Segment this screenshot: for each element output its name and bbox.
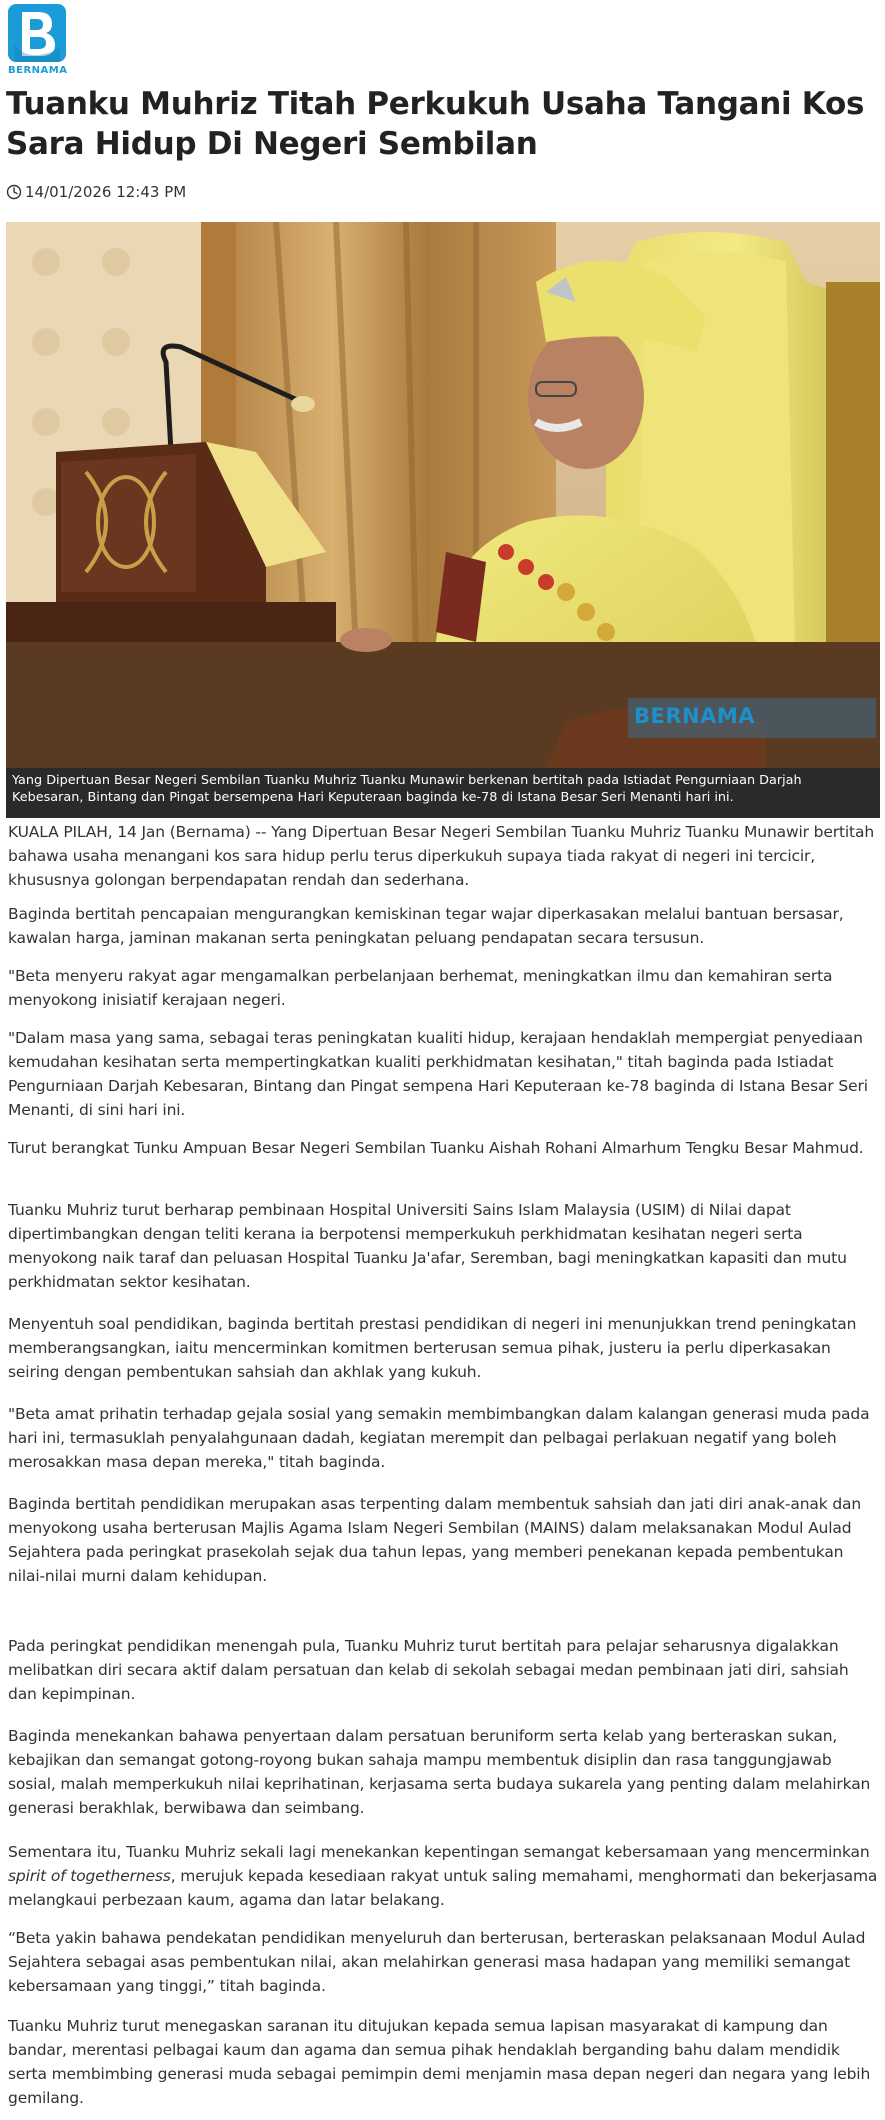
bernama-logo[interactable] (8, 4, 68, 80)
paragraph: Pada peringkat pendidikan menengah pula, Tuanku Muhriz turut bertitah para pelajar seharusnya digalakkan melibatkan diri secara aktif dalam persatuan dan kelab di sekolah sebagai medan pembinaan jati diri, sahsiah dan kepimpinan. (8, 1637, 849, 1703)
logo-label: BERNAMA (8, 65, 68, 76)
paragraph: "Beta menyeru rakyat agar mengamalkan perbelanjaan berhemat, meningkatkan ilmu dan kemahiran serta menyokong inisiatif kerajaan negeri. (8, 967, 833, 1009)
paragraph: "Beta amat prihatin terhadap gejala sosial yang semakin membimbangkan dalam kalangan generasi muda pada hari ini, termasuklah penyalahgunaan dadah, kegiatan merempit dan pelbagai perlakuan negatif yang boleh merosakkan masa depan mereka," titah baginda. (8, 1405, 870, 1471)
watermark-label: BERNAMA (634, 704, 755, 728)
paragraph: Baginda bertitah pendidikan merupakan asas terpenting dalam membentuk sahsiah dan jati diri anak-anak dan menyokong usaha berterusan Majlis Agama Islam Negeri Sembilan (MAINS) dalam melaksanakan Modul Aulad Sejahtera pada peringkat prasekolah sejak dua tahun lepas, yang memberi penekanan kepada pembentukan nilai-nilai murni dalam kehidupan. (8, 1495, 862, 1585)
paragraph-text: , merujuk kepada kesediaan rakyat untuk saling memahami, menghormati dan bekerjasama melangkaui perbezaan kaum, agama dan latar belakang. (8, 1867, 878, 1909)
paragraph: "Dalam masa yang sama, sebagai teras peningkatan kualiti hidup, kerajaan hendaklah mempergiat penyediaan kemudahan kesihatan serta mempertingkatkan kualiti perkhidmatan kesihatan," titah baginda pada Istiadat Pengurniaan Darjah Kebesaran, Bintang dan Pingat sempena Hari Keputeraan ke-78 baginda di Istana Besar Seri Menanti, di sini hari ini. (8, 1029, 868, 1119)
photo-watermark (628, 698, 876, 738)
paragraph: Tuanku Muhriz turut berharap pembinaan Hospital Universiti Sains Islam Malaysia (USIM) di Nilai dapat dipertimbangkan dengan teliti kerana ia berpotensi memperkukuh perkhidmatan kesihatan negeri serta menyokong naik taraf dan peluasan Hospital Tuanku Ja'afar, Seremban, bagi meningkatkan kapasiti dan mutu perkhidmatan sektor kesihatan. (8, 1201, 847, 1291)
article-datetime: 14/01/2026 12:43 PM (25, 183, 187, 201)
paragraph: Tuanku Muhriz turut menegaskan saranan itu ditujukan kepada semua lapisan masyarakat di kampung dan bandar, merentasi pelbagai kaum dan agama dan semua pihak hendaklah berganding bahu dalam mendidik serta membimbing generasi muda sebagai pemimpin demi menjamin masa depan negeri dan negara yang lebih gemilang. (8, 2017, 871, 2107)
paragraph: KUALA PILAH, 14 Jan (Bernama) -- Yang Dipertuan Besar Negeri Sembilan Tuanku Muhriz Tuanku Munawir bertitah bahawa usaha menangani kos sara hidup perlu terus diperkukuh supaya tiada rakyat di negeri ini tercicir, khususnya golongan berpendapatan rendah dan sederhana. (8, 823, 874, 889)
paragraph: “Beta yakin bahawa pendekatan pendidikan menyeluruh dan berterusan, berteraskan pelaksanaan Modul Aulad Sejahtera sebagai asas pembentukan nilai, akan melahirkan generasi masa hadapan yang memiliki semangat kebersamaan yang tinggi,” titah baginda. (8, 1929, 866, 1995)
article-dateline (6, 182, 186, 202)
italic-phrase: spirit of togetherness (8, 1867, 171, 1885)
clock-icon (6, 184, 22, 200)
article-photo (6, 222, 880, 768)
photo-caption: Yang Dipertuan Besar Negeri Sembilan Tuanku Muhriz Tuanku Munawir berkenan bertitah pada Istiadat Pengurniaan Darjah Kebesaran, Bintang dan Pingat bersempena Hari Keputeraan baginda ke-78 di Istana Besar Seri Menanti hari ini. (6, 768, 880, 818)
paragraph (8, 1840, 878, 1912)
paragraph: Baginda bertitah pencapaian mengurangkan kemiskinan tegar wajar diperkasakan melalui bantuan bersasar, kawalan harga, jaminan makanan serta peningkatan peluang pendapatan secara tersusun. (8, 905, 844, 947)
logo-mark (8, 4, 66, 62)
paragraph: Menyentuh soal pendidikan, baginda bertitah prestasi pendidikan di negeri ini menunjukkan trend peningkatan memberangsangkan, iaitu mencerminkan komitmen berterusan semua pihak, justeru ia perlu diperkasakan seiring dengan pembentukan sahsiah dan akhlak yang kukuh. (8, 1315, 857, 1381)
paragraph: Baginda menekankan bahawa penyertaan dalam persatuan beruniform serta kelab yang berteraskan sukan, kebajikan dan semangat gotong-royong bukan sahaja mampu membentuk disiplin dan rasa tanggungjawab sosial, malah memperkukuh nilai keprihatinan, kerjasama serta budaya sukarela yang penting dalam melahirkan generasi berakhlak, berwibawa dan seimbang. (8, 1727, 871, 1817)
paragraph: Turut berangkat Tunku Ampuan Besar Negeri Sembilan Tuanku Aishah Rohani Almarhum Tengku Besar Mahmud. (8, 1139, 864, 1157)
paragraph-text: Sementara itu, Tuanku Muhriz sekali lagi menekankan kepentingan semangat kebersamaan yang mencerminkan (8, 1843, 870, 1861)
article-headline: Tuanku Muhriz Titah Perkukuh Usaha Tangani Kos Sara Hidup Di Negeri Sembilan (6, 86, 865, 162)
